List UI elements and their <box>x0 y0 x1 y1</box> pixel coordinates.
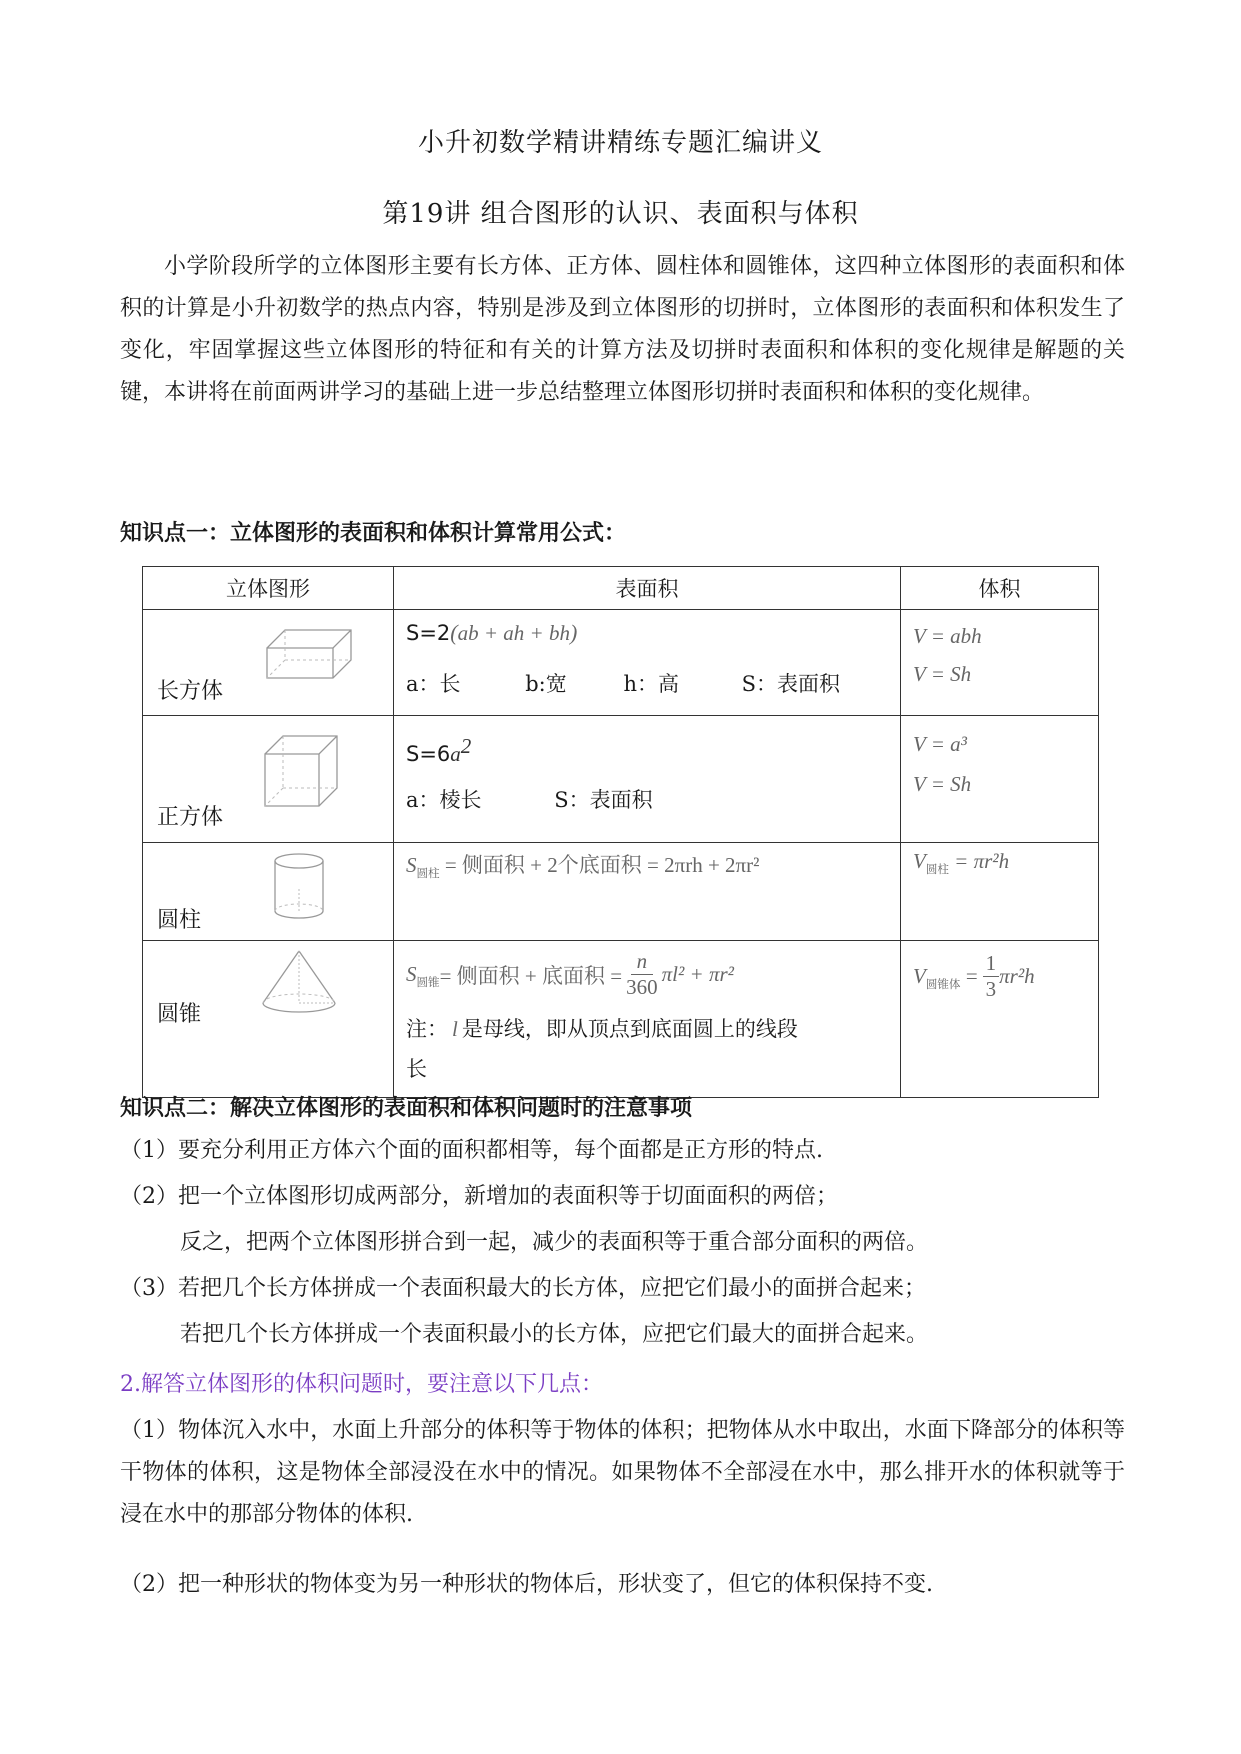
cone-surface-formula: S $_{圆锥}$ = 侧面积 + 底面积 = $\frac{n}{360}$ πl² + πr² <box>406 949 734 999</box>
cone-icon <box>259 947 339 1017</box>
cylinder-icon <box>271 851 327 923</box>
cuboid-volume-1: V = abh <box>913 624 982 648</box>
header-shape: 立体图形 <box>143 567 394 610</box>
cone-note-cont: 长 <box>406 1057 427 1081</box>
section2-item-3b: 若把几个长方体拼成一个表面积最小的长方体，应把它们最大的面拼合起来。 <box>180 1322 929 1347</box>
formula-table <box>142 566 1099 1098</box>
header-surface-area: 表面积 <box>394 567 901 610</box>
table-row <box>143 716 1099 843</box>
shape-label-cylinder: 圆柱 <box>157 908 202 933</box>
cone-note: 注： l 是母线，即从顶点到底面圆上的线段 <box>406 1017 798 1041</box>
shape-label-cone: 圆锥 <box>157 1002 202 1027</box>
cylinder-surface-formula: $S_{圆柱}$ = 侧面积 + 2个底面积 = 2πrh + 2πr² <box>406 853 760 881</box>
header-volume: 体积 <box>901 567 1099 610</box>
table-row <box>143 941 1099 1098</box>
cube-volume-2: V = Sh <box>913 772 972 796</box>
table-row <box>143 843 1099 941</box>
section2-item-1: （1）要充分利用正方体六个面的面积都相等，每个面都是正方形的特点. <box>120 1138 823 1163</box>
section3-heading: 2.解答立体图形的体积问题时，要注意以下几点： <box>120 1372 603 1397</box>
cuboid-icon <box>263 624 355 682</box>
lecture-title: 第19讲 组合图形的认识、表面积与体积 <box>382 199 859 229</box>
cube-variable-note: a：棱长 S：表面积 <box>406 788 653 812</box>
cube-surface-formula: $S=6a^2$ <box>406 734 472 766</box>
shape-label-cuboid: 长方体 <box>157 679 224 704</box>
doc-title: 小升初数学精讲精练专题汇编讲义 <box>417 128 823 158</box>
cylinder-volume: $V_{圆柱} = \pi r^2h$ <box>913 849 1010 877</box>
table-header-row <box>143 567 1099 610</box>
shape-label-cube: 正方体 <box>157 805 224 830</box>
cone-volume: V $_{圆锥体}$ = $\frac{1}{3}$ πr²h <box>913 951 1035 1001</box>
cuboid-surface-formula: S=2(ab + ah + bh) <box>406 620 578 645</box>
cuboid-volume-2: V = Sh <box>913 662 972 686</box>
section2-item-2: （2）把一个立体图形切成两部分，新增加的表面积等于切面面积的两倍； <box>120 1184 838 1209</box>
section3-paragraph-1: （1）物体沉入水中，水面上升部分的体积等于物体的体积；把物体从水中取出，水面下降部分的体积等干物体的体积，这是物体全部浸没在水中的情况。如果物体不全部浸在水中，那么排开水的体积就等于浸在水中的那部分物体的体积. <box>120 1418 1125 1527</box>
section2-item-3: （3）若把几个长方体拼成一个表面积最大的长方体，应把它们最小的面拼合起来； <box>120 1276 926 1301</box>
cube-icon <box>261 732 341 810</box>
cube-volume-1: V = a³ <box>913 732 967 756</box>
section3-paragraph-2: （2）把一种形状的物体变为另一种形状的物体后，形状变了，但它的体积保持不变. <box>120 1572 933 1597</box>
section2-item-2b: 反之，把两个立体图形拼合到一起，减少的表面积等于重合部分面积的两倍。 <box>180 1230 929 1255</box>
cuboid-variable-note: a：长 b:宽 h：高 S：表面积 <box>406 672 841 696</box>
section2-heading: 知识点二：解决立体图形的表面积和体积问题时的注意事项 <box>120 1096 693 1121</box>
intro-paragraph: 小学阶段所学的立体图形主要有长方体、正方体、圆柱体和圆锥体，这四种立体图形的表面积和体积的计算是小升初数学的热点内容，特别是涉及到立体图形的切拼时，立体图形的表面积和体积发生了变化，牢固掌握这些立体图形的特征和有关的计算方法及切拼时表面积和体积的变化规律是解题的关键，本讲将在前面两讲学习的基础上进一步总结整理立体图形切拼时表面积和体积的变化规律。 <box>120 254 1125 405</box>
section1-heading: 知识点一：立体图形的表面积和体积计算常用公式： <box>120 521 627 546</box>
table-row <box>143 610 1099 716</box>
